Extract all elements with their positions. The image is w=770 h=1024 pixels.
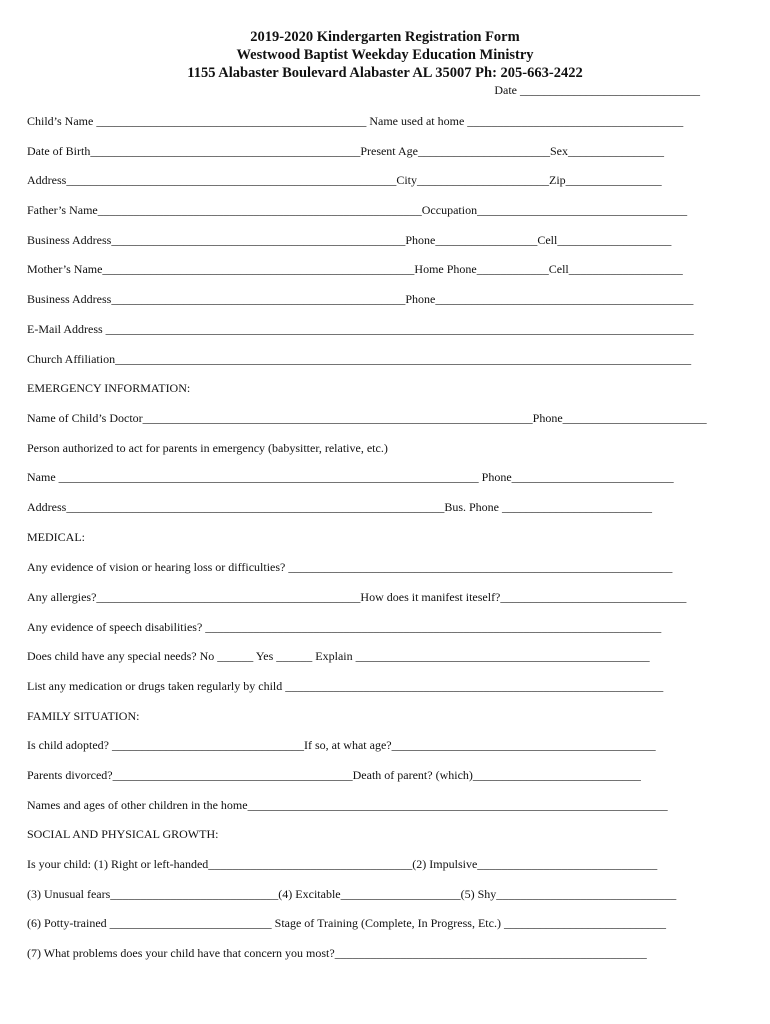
potty-training-row[interactable]: (6) Potty-trained ___________________________ Stage of Training (Complete, In Progress, Etc.) ___________________________ (27, 916, 666, 930)
medication-row[interactable]: List any medication or drugs taken regularly by child _______________________________________________________________ (27, 679, 664, 693)
emergency-name-row[interactable]: Name ______________________________________________________________________ Phone___________________________ (27, 470, 674, 484)
emergency-person-label: Person authorized to act for parents in emergency (babysitter, relative, etc.) (27, 441, 388, 455)
childs-name-row[interactable]: Child’s Name _____________________________________________ Name used at home ____________________________________ (27, 114, 684, 128)
speech-row[interactable]: Any evidence of speech disabilities? ____________________________________________________________________________ (27, 620, 662, 634)
address-row[interactable]: Address_______________________________________________________City______________________Zip________________ (27, 173, 662, 187)
form-header (0, 28, 770, 82)
fears-row[interactable]: (3) Unusual fears____________________________(4) Excitable____________________(5) Shy______________________________ (27, 887, 677, 901)
vision-hearing-row[interactable]: Any evidence of vision or hearing loss or difficulties? ________________________________________________________________ (27, 560, 673, 574)
social-section-heading: SOCIAL AND PHYSICAL GROWTH: (27, 827, 219, 841)
father-business-address-row[interactable]: Business Address_________________________________________________Phone_________________Cell___________________ (27, 233, 672, 247)
allergies-row[interactable]: Any allergies?____________________________________________How does it manifest iteself?_______________________________ (27, 590, 687, 604)
divorced-row[interactable]: Parents divorced?________________________________________Death of parent? (which)____________________________ (27, 768, 641, 782)
fathers-name-row[interactable]: Father’s Name______________________________________________________Occupation___________________________________ (27, 203, 688, 217)
emergency-address-row[interactable]: Address_______________________________________________________________Bus. Phone _________________________ (27, 500, 653, 514)
adopted-row[interactable]: Is child adopted? ________________________________If so, at what age?____________________________________________ (27, 738, 656, 752)
email-address-row[interactable]: E-Mail Address __________________________________________________________________________________________________ (27, 322, 694, 336)
concerns-row[interactable]: (7) What problems does your child have that concern you most?____________________________________________________ (27, 946, 647, 960)
special-needs-row[interactable]: Does child have any special needs? No ______ Yes ______ Explain _________________________________________________ (27, 649, 650, 663)
other-children-row[interactable]: Names and ages of other children in the home______________________________________________________________________ (27, 798, 668, 812)
doctor-row[interactable]: Name of Child’s Doctor_________________________________________________________________Phone________________________ (27, 411, 707, 425)
medical-section-heading: MEDICAL: (27, 530, 85, 544)
handedness-row[interactable]: Is your child: (1) Right or left-handed__________________________________(2) Impulsive______________________________ (27, 857, 658, 871)
mother-business-address-row[interactable]: Business Address_________________________________________________Phone___________________________________________ (27, 292, 694, 306)
family-section-heading: FAMILY SITUATION: (27, 709, 140, 723)
emergency-section-heading: EMERGENCY INFORMATION: (27, 381, 191, 395)
church-affiliation-row[interactable]: Church Affiliation________________________________________________________________________________________________ (27, 352, 692, 366)
mothers-name-row[interactable]: Mother’s Name____________________________________________________Home Phone____________Cell___________________ (27, 262, 683, 276)
date-of-birth-row[interactable]: Date of Birth_____________________________________________Present Age______________________Sex________________ (27, 144, 664, 158)
form-title: 2019-2020 Kindergarten Registration Form (250, 29, 520, 45)
ministry-address: 1155 Alabaster Boulevard Alabaster AL 35007 Ph: 205-663-2422 (187, 65, 583, 81)
date-field[interactable]: Date ______________________________ (494, 83, 700, 97)
ministry-name: Westwood Baptist Weekday Education Ministry (236, 47, 534, 63)
